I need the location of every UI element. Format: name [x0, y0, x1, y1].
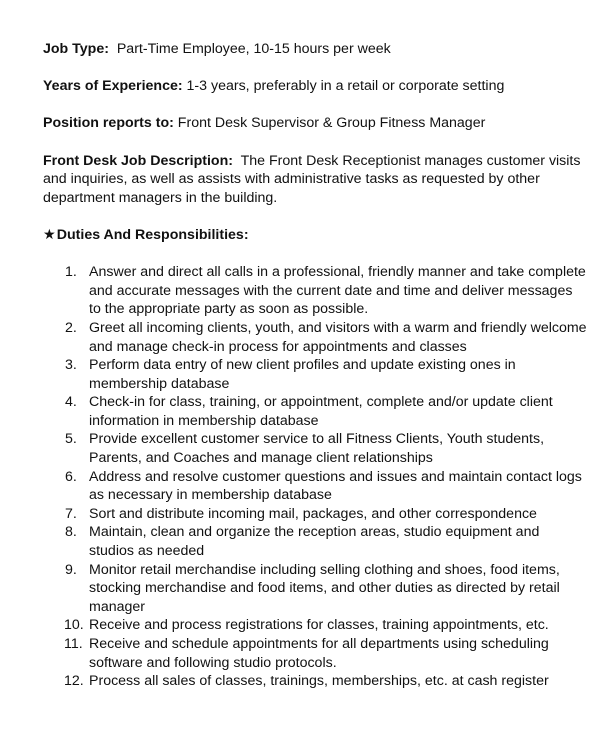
list-item-text: Check-in for class, training, or appointment, complete and/or update client information in membership database [89, 394, 553, 429]
description-field [43, 152, 588, 208]
description-label: Front Desk Job Description: [43, 152, 233, 169]
list-item-text: Sort and distribute incoming mail, packages, and other correspondence [89, 505, 537, 522]
list-item-number: 6. [65, 468, 77, 485]
list-item [43, 635, 588, 672]
list-item [43, 523, 588, 560]
list-item-number: 10. [64, 617, 84, 634]
job-type-value: Part-Time Employee, 10-15 hours per week [116, 41, 391, 57]
list-item [43, 263, 588, 319]
list-item-text: Process all sales of classes, trainings, memberships, etc. at cash register [89, 673, 549, 690]
list-item-text: Receive and process registrations for classes, training appointments, etc. [89, 617, 549, 634]
list-item [43, 430, 588, 467]
list-item-number: 11. [64, 636, 83, 652]
list-item [43, 505, 588, 524]
reports-to-field [43, 114, 588, 133]
list-item-number: 8. [65, 524, 77, 541]
experience-value: 1-3 years, preferably in a retail or corporate setting [186, 78, 505, 95]
list-item-number: 12. [64, 673, 84, 690]
list-item [43, 319, 588, 356]
list-item-text: Greet all incoming clients, youth, and visitors with a warm and friendly welcome and manage check-in process for appointments and classes [89, 319, 587, 355]
experience-field [43, 77, 588, 96]
list-item-text: Provide excellent customer service to all Fitness Clients, Youth students, Parents, and Coaches and manage client relationships [89, 431, 545, 467]
list-item [43, 561, 588, 617]
list-item-number: 1. [65, 264, 77, 281]
list-item-text: Answer and direct all calls in a professional, friendly manner and take complete and accurate messages with the current date and time and deliver messages to the appropriate party as soon as possible. [89, 264, 586, 318]
list-item-text: Address and resolve customer questions and issues and maintain contact logs as necessary in membership database [89, 468, 582, 504]
list-item [43, 672, 588, 691]
duties-heading-text: Duties And Responsibilities: [56, 226, 249, 243]
list-item-number: 4. [65, 394, 77, 411]
list-item-text: Receive and schedule appointments for all departments using scheduling software and following studio protocols. [89, 636, 549, 671]
list-item-number: 3. [65, 357, 77, 374]
list-item [43, 616, 588, 635]
list-item-text: Perform data entry of new client profiles and update existing ones in membership database [89, 357, 516, 392]
experience-label: Years of Experience: [43, 78, 183, 95]
list-item-number: 9. [65, 561, 77, 578]
job-type-label: Job Type: [43, 41, 109, 57]
star-icon: ★ [43, 226, 56, 243]
list-item [43, 393, 588, 430]
list-item-text: Maintain, clean and organize the reception areas, studio equipment and studios as needed [89, 524, 540, 560]
description-value: The Front Desk Receptionist manages customer visits and inquiries, as well as assists with administrative tasks as requested by other department managers in the building. [43, 152, 581, 206]
reports-to-value: Front Desk Supervisor & Group Fitness Manager [177, 115, 486, 132]
list-item-number: 2. [65, 319, 77, 336]
list-item-number: 5. [65, 431, 77, 448]
job-type-field [43, 40, 588, 59]
list-item-text: Monitor retail merchandise including selling clothing and shoes, food items, stocking merchandise and food items, and other duties as directed by retail manager [89, 561, 560, 615]
list-item [43, 468, 588, 505]
list-item [43, 356, 588, 393]
reports-to-label: Position reports to: [43, 115, 174, 132]
duties-heading [43, 226, 588, 245]
list-item-number: 7. [65, 505, 77, 522]
job-description-document [43, 40, 588, 691]
duties-list [43, 263, 588, 691]
